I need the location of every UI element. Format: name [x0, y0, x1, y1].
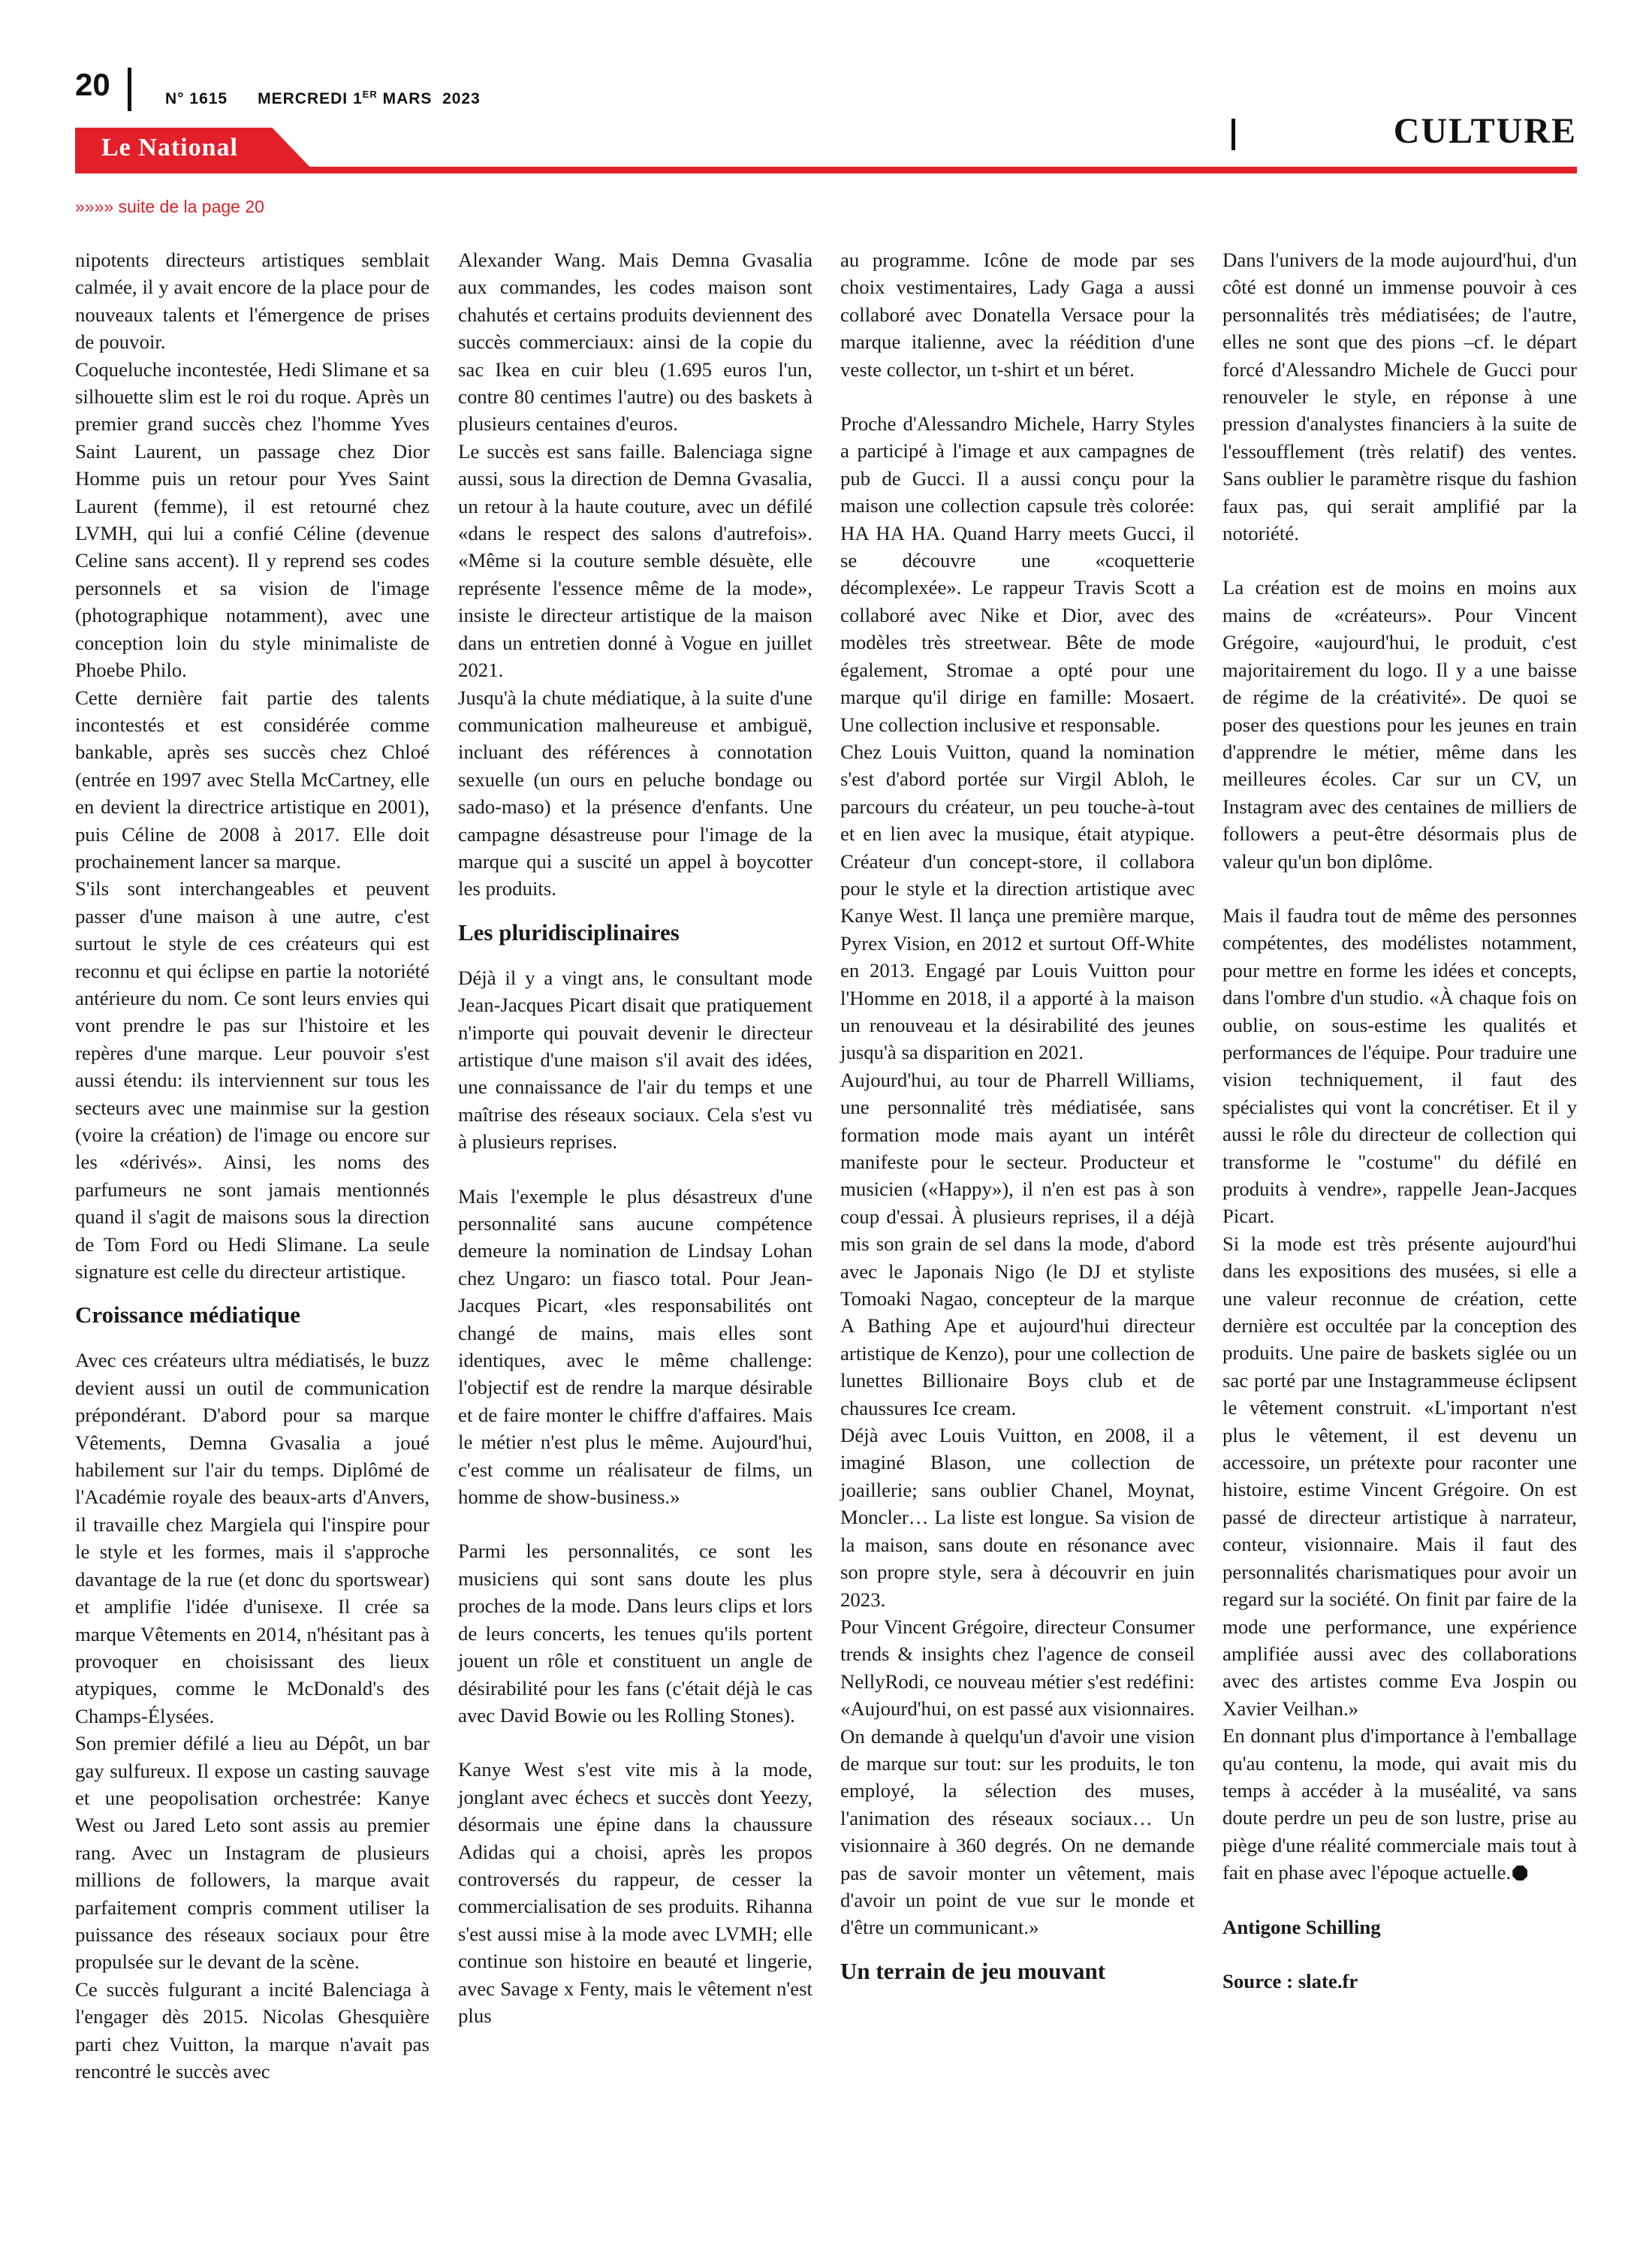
paragraph: nipotents directeurs artistiques semblait calmée, il y avait encore de la place pour de nouveaux talents et l'émergence de prises de pouvoir.	[75, 249, 430, 354]
weekday: MERCREDI	[258, 90, 348, 107]
paragraph: Mais il faudra tout de même des personnes compétentes, des modélistes notamment, pour mettre en forme les idées et concepts, dans l'ombre d'un studio. «À chaque fois on oublie, on sous-estime les qualités et performances de l'équipe. Pour traduire une vision techniquement, il faut des spécialistes qui vont la concrétiser. Et il y aussi le rôle du directeur de collection qui transforme le "costume" du défilé en produits à vendre», rappelle Jean-Jacques Picart.	[1222, 903, 1577, 1228]
paragraph: Kanye West s'est vite mis à la mode, jonglant avec échecs et succès dont Yeezy, désormais une épine dans la chaussure Adidas qui a choisi, après les propos controversés du rappeur, de cesser la commercialisation de ses produits. Rihanna s'est aussi mise à la mode avec LVMH; elle continue son histoire en beauté et lingerie, avec Savage x Fenty, mais le vêtement n'est plus	[458, 1758, 812, 2027]
paragraph-text: En donnant plus d'importance à l'emballage qu'au contenu, la mode, qui avait mis du temps à accéder à la muséalité, va sans doute perdre un peu de son lustre, prise au piège d'une réalité commerciale mais tout à fait en phase avec l'époque actuelle.	[1222, 1724, 1577, 1884]
page-number: 20	[75, 67, 110, 102]
paragraph: Dans l'univers de la mode aujourd'hui, d'un côté est donné un immense pouvoir à ces personnalités très médiatisées; de l'autre, elles ne sont que des pions –cf. le départ forcé d'Alessandro Michele de Gucci pour renouveler le style, en réponse à une pression d'analystes financiers à la suite de l'essoufflement (très relatif) des ventes. Sans oublier le paramètre risque du fashion faux pas, qui serait amplifié par la notoriété.	[1222, 249, 1577, 545]
paragraph: Mais l'exemple le plus désastreux d'une personnalité sans aucune compétence demeure la nomination de Lindsay Lohan chez Ungaro: un fiasco total. Pour Jean-Jacques Picart, «les responsabilités ont changé de mains, mais elles sont identiques, avec le même challenge: l'objectif est de rendre la marque désirable et de faire monter le chiffre d'affaires. Mais le métier n'est plus le même. Aujourd'hui, c'est comme un réalisateur de films, un homme de show-business.»	[458, 1184, 812, 1509]
section-title: CULTURE	[1393, 111, 1577, 151]
day-suffix: ER	[362, 89, 378, 100]
article-column-2	[458, 246, 812, 2029]
paragraph: Son premier défilé a lieu au Dépôt, un bar gay sulfureux. Il expose un casting sauvage et une peopolisation orchestrée: Kanye West ou Jared Leto sont assis au premier rang. Avec un Instagram de plusieurs millions de followers, la marque avait parfaitement compris comment utiliser la puissance des réseaux sociaux pour être propulsée sur le devant de la scène.	[75, 1732, 430, 1974]
header-divider	[128, 68, 131, 111]
issue-date-line	[165, 89, 481, 108]
paragraph: Déjà il y a vingt ans, le consultant mode Jean-Jacques Picart disait que pratiquement n'importe qui pouvait devenir le directeur artistique d'une maison s'il avait des idées, une connaissance de l'air du temps et une maîtrise des réseaux sociaux. Cela s'est vu à plusieurs reprises.	[458, 966, 812, 1154]
source-credit: Source : slate.fr	[1222, 1969, 1358, 1992]
paragraph: Déjà avec Louis Vuitton, en 2008, il a imaginé Blason, une collection de joaillerie; sans oublier Chanel, Moynat, Moncler… La liste est longue. Sa vision de la maison, sans doute en résonance avec son propre style, sera à découvrir en juin 2023.	[840, 1424, 1195, 1611]
closing-paragraph	[1222, 1722, 1577, 1886]
paragraph: Alexander Wang. Mais Demna Gvasalia aux commandes, les codes maison sont chahutés et certains produits deviennent des succès commerciaux: ainsi de la copie du sac Ikea en cuir bleu (1.695 euros l'un, contre 80 centimes l'autre) ou des baskets à plusieurs centaines d'euros.	[458, 249, 812, 436]
continued-from: »»»» suite de la page 20	[75, 197, 264, 216]
article-column-1	[75, 246, 430, 2085]
paragraph: Pour Vincent Grégoire, directeur Consumer trends & insights chez l'agence de conseil NellyRodi, ce nouveau métier s'est redéfini: «Aujourd'hui, on est passé aux visionnaires. On demande à quelqu'un d'avoir une vision de marque sur tout: sur les produits, le ton employé, la sélection des muses, l'animation des réseaux sociaux… Un visionnaire à 360 degrés. On ne demande pas de savoir monter un vêtement, mais d'avoir un point de vue sur le monde et d'être un communicant.»	[840, 1615, 1195, 1939]
brand-logo: Le National	[101, 134, 238, 161]
article-column-3	[840, 246, 1195, 2003]
subheading: Les pluridisciplinaires	[458, 918, 680, 946]
section-divider	[1231, 119, 1235, 150]
paragraph: Le succès est sans faille. Balenciaga signe aussi, sous la direction de Demna Gvasalia, un retour à la haute couture, avec un défilé «dans le respect des salons d'autrefois». «Même si la couture semble désuète, elle représente l'essence même de la mode», insiste le directeur artistique de la maison dans un entretien donné à Vogue en juillet 2021.	[458, 439, 812, 682]
paragraph: Si la mode est très présente aujourd'hui dans les expositions des musées, si elle a une valeur reconnue de création, cette dernière est occultée par la conception des produits. Une paire de baskets siglée ou un sac porté par une Instagrammeuse éclipsent le vêtement construit. «L'important n'est plus le vêtement, il est devenu un accessoire, un prétexte pour raconter une histoire, estime Vincent Grégoire. On est passé de directeur artistique à narrateur, conteur, visionnaire. Mais il faut des personnalités charismatiques pour avoir un regard sur la société. On finit par faire de la mode une performance, une expérience amplifiée aussi avec des collaborations avec des artistes comme Eva Jospin ou Xavier Veilhan.»	[1222, 1232, 1577, 1720]
paragraph: Cette dernière fait partie des talents incontestés et est considérée comme bankable, après ses succès chez Chloé (entrée en 1997 avec Stella McCartney, elle en devient la directrice artistique en 2001), puis Céline de 2008 à 2017. Elle doit prochainement lancer sa marque.	[75, 686, 430, 873]
day: 1	[352, 90, 363, 107]
paragraph: Ce succès fulgurant a incité Balenciaga à l'engager dès 2015. Nicolas Ghesquière parti chez Vuitton, la marque n'avait pas rencontré le succès avec	[75, 1977, 430, 2083]
end-mark-icon	[1512, 1865, 1527, 1881]
paragraph: Coqueluche incontestée, Hedi Slimane et sa silhouette slim est le roi du roque. Après un premier grand succès chez l'homme Yves Saint Laurent, un passage chez Dior Homme puis un retour pour Yves Saint Laurent (femme), il est retourné chez LVMH, qui lui a confié Céline (devenue Celine sans accent). Il y reprend ses codes personnels et sa vision de l'image (photographique notamment), avec une conception loin du style minimaliste de Phoebe Philo.	[75, 357, 430, 682]
paragraph: Parmi les personnalités, ce sont les musiciens qui sont sans doute les plus proches de la mode. Dans leurs clips et lors de leurs concerts, les tenues qu'ils portent jouent un rôle et constituent un angle de désirabilité pour les fans (c'était déjà le cas avec David Bowie ou les Rolling Stones).	[458, 1540, 812, 1727]
paragraph: S'ils sont interchangeables et peuvent passer d'une maison à une autre, c'est surtout le style de ces créateurs qui est reconnu et qui éclipse en partie la notoriété antérieure du nom. Ce sont leurs envies qui vont prendre le pas sur l'histoire et les repères d'une marque. Leur pouvoir s'est aussi étendu: ils interviennent sur tous les secteurs avec une mainmise sur la gestion (voire la création) de l'image ou encore sur les «dérivés». Ainsi, les noms des parfumeurs ne sont jamais mentionnés quand il s'agit de maisons sous la direction de Tom Ford ou Hedi Slimane. La seule signature est celle du directeur artistique.	[75, 877, 430, 1283]
subheading: Un terrain de jeu mouvant	[840, 1957, 1106, 1984]
paragraph: Chez Louis Vuitton, quand la nomination s'est d'abord portée sur Virgil Abloh, le parcours du créateur, un peu touche-à-tout et en lien avec la musique, était atypique. Créateur d'un concept-store, il collabora pour le style et la direction artistique avec Kanye West. Il lança une première marque, Pyrex Vision, en 2012 et surtout Off-White en 2013. Engagé par Louis Vuitton pour l'Homme en 2018, il a apporté à la maison un renouveau et la désirabilité des jeunes jusqu'à sa disparition en 2021.	[840, 740, 1195, 1064]
paragraph: Jusqu'à la chute médiatique, à la suite d'une communication malheureuse et ambiguë, incluant des références à connotation sexuelle (un ours en peluche bondage ou sado-maso) et la présence d'enfants. Une campagne désastreuse pour l'image de la marque qui a suscité un appel à boycotter les produits.	[458, 686, 812, 900]
author-byline: Antigone Schilling	[1222, 1915, 1381, 1938]
month-year: MARS 2023	[382, 90, 481, 107]
paragraph: Avec ces créateurs ultra médiatisés, le buzz devient aussi un outil de communication prépondérant. D'abord pour sa marque Vêtements, Demna Gvasalia a joué habilement sur l'air du temps. Diplômé de l'Académie royale des beaux-arts d'Anvers, il travaille chez Margiela qui l'inspire pour le style et les formes, mais il s'approche davantage de la rue (et donc du sportswear) et amplifie l'idée d'unisexe. Il crée sa marque Vêtements en 2014, n'hésitant pas à provoquer en choisissant des lieux atypiques, comme le McDonald's des Champs-Élysées.	[75, 1349, 430, 1727]
paragraph: Aujourd'hui, au tour de Pharrell Williams, une personnalité très médiatisée, sans formation mode mais ayant un intérêt manifeste pour le secteur. Producteur et musicien («Happy»), il n'en est pas à son coup d'essai. À plusieurs reprises, il a déjà mis son grain de sel dans la mode, d'abord avec le Japonais Nigo (le DJ et styliste Tomoaki Nagao, concepteur de la marque A Bathing Ape et aujourd'hui directeur artistique de Kenzo), pour une collection de lunettes Billionaire Boys club et de chaussures Ice cream.	[840, 1068, 1195, 1419]
paragraph: La création est de moins en moins aux mains de «créateurs». Pour Vincent Grégoire, «aujourd'hui, le produit, c'est majoritairement du logo. Il y a une baisse de régime de la créativité». De quoi se poser des questions pour les jeunes en train d'apprendre le métier, même dans les meilleures écoles. Car sur un CV, un Instagram avec des centaines de milliers de followers a peut-être désormais plus de valeur qu'un bon diplôme.	[1222, 576, 1577, 873]
paragraph: Proche d'Alessandro Michele, Harry Styles a participé à l'image et aux campagnes de pub de Gucci. Il a aussi conçu pour la maison une collection capsule très colorée: HA HA HA. Quand Harry meets Gucci, il se découvre une «coquetterie décomplexée». Le rappeur Travis Scott a collaboré avec Nike et Dior, avec des modèles très streetwear. Bête de mode également, Stromae a opté pour une marque qu'il dirige en famille: Mosaert. Une collection inclusive et responsable.	[840, 412, 1195, 736]
subheading: Croissance médiatique	[75, 1301, 300, 1329]
paragraph: au programme. Icône de mode par ses choix vestimentaires, Lady Gaga a aussi collaboré avec Donatella Versace pour la marque italienne, avec la réédition d'une veste collector, un t-shirt et un béret.	[840, 249, 1195, 381]
issue-number: N° 1615	[165, 90, 228, 107]
article-column-4	[1222, 246, 1577, 1995]
